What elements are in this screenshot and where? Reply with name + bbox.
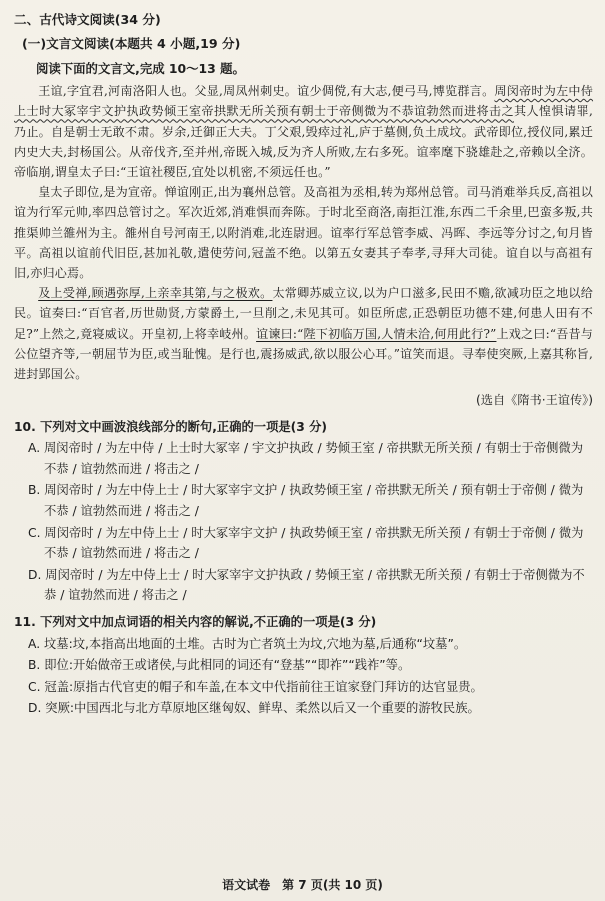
classical-passage (14, 81, 593, 384)
wavy-underlined-sentence: 周闵帝时为左中侍上士时大冢宰宇文护执政势倾王室帝拱默无所关预有朝士于帝侧微为不恭谊勃然而进将击之 (14, 84, 594, 119)
question-11-option-a[interactable]: A. 坟墓:坟,本指高出地面的土堆。古时为亡者筑土为坟,穴地为墓,后通称“坟墓”。 (28, 636, 467, 651)
underlined-sentence-1: 及上受禅,顾遇弥厚,上亲幸其第,与之极欢。 (38, 286, 273, 301)
question-11-option-d[interactable]: D. 突厥:中国西北与北方草原地区继匈奴、鲜卑、柔然以后又一个重要的游牧民族。 (28, 701, 480, 716)
question-10-option-c[interactable]: C. 周闵帝时 / 为左中侍上士 / 时大冢宰宇文护 / 执政势倾王室 / 帝拱默无所关预 / 有朝士于帝侧 / 微为不恭 / 谊勃然而进 / 将击之 / (28, 525, 584, 561)
question-11 (14, 612, 593, 719)
question-11-option-c[interactable]: C. 冠盖:原指古代官吏的帽子和车盖,在本文中代指前往王谊家登门拜访的达官显贵。 (28, 679, 483, 694)
subsection-title: (一)文言文阅读(本题共 4 小题,19 分) (22, 36, 241, 52)
passage-p3-end: 上戏之曰:“吾昔与公位望齐等,一朝屈节为臣,或当耻愧。是行也,震扬威武,欲以服公心耳。”谊笑而退。寻奉使突厥,上嘉其称旨,进封郢国公。 (14, 326, 593, 382)
page-footer: 语文试卷 第 7 页(共 10 页) (222, 877, 383, 892)
reading-instruction: 阅读下面的文言文,完成 10～13 题。 (36, 60, 245, 76)
passage-paragraph-3 (14, 283, 593, 384)
question-10-stem: 10. 下列对文中画波浪线部分的断句,正确的一项是(3 分) (14, 419, 328, 434)
question-11-stem: 11. 下列对文中加点词语的相关内容的解说,不正确的一项是(3 分) (14, 615, 377, 630)
passage-paragraph-1 (14, 81, 593, 182)
passage-source: (选自《隋书·王谊传》) (476, 393, 593, 408)
underlined-sentence-2: 谊谏曰:“陛下初临万国,人情未洽,何用此行?” (256, 326, 497, 341)
passage-p3-middle: 太常卿苏威立议,以为户口滋多,民田不赡,欲减功臣之地以给民。谊奏曰:“百官者,历世勋贤,方蒙爵土,一旦削之,未见其可。如臣所虑,正恐朝臣功德不建,何患人田有不足?”上然之,竟寝威议。开皇初,上将幸岐州。 (14, 286, 593, 341)
question-11-option-b[interactable]: B. 即位:开始做帝王或诸侯,与此相同的词还有“登基”“即祚”“践祚”等。 (28, 658, 411, 673)
passage-p1-rest: 其人惶惧请罪,乃止。自是朝士无敢不肃。岁余,迁御正大夫。丁父艰,毁瘁过礼,庐于墓侧,负土成坟。武帝即位,授仪同,累迁内史大夫,封杨国公。从帝伐齐,至并州,帝既入城,反为齐人所败,左右多死。谊率麾下骁雄赴之,帝赖以全济。帝临崩,谓皇太子曰:“王谊社稷臣,宜处以机密,不须远任也。” (14, 104, 593, 180)
passage-paragraph-2: 皇太子即位,是为宣帝。惮谊刚正,出为襄州总管。及高祖为丞相,转为郑州总管。司马消难举兵反,高祖以谊为行军元帅,率四总管讨之。军次近郊,消难惧而奔陈。于时北至商洛,南拒江淮,东西二千余里,巴蛮多叛,共推渠帅兰雒州为主。雒州自号河南王,以附消难,北连尉迥。谊率行军总管李威、冯晖、李远等分讨之,旬月皆平。高祖以谊前代旧臣,甚加礼敬,遣使劳问,冠盖不绝。以第五女妻其子奉孝,寻拜大司徒。谊自以与高祖有旧,亦归心焉。 (14, 185, 593, 281)
question-10-option-a[interactable]: A. 周闵帝时 / 为左中侍 / 上士时大冢宰 / 宇文护执政 / 势倾王室 / 帝拱默无所关预 / 有朝士于帝侧微为不恭 / 谊勃然而进 / 将击之 / (28, 441, 584, 476)
question-10 (14, 417, 593, 606)
question-10-option-d[interactable]: D. 周闵帝时 / 为左中侍上士 / 时大冢宰宇文护执政 / 势倾王室 / 帝拱默无所关预 / 有朝士于帝侧微为不恭 / 谊勃然而进 / 将击之 / (28, 567, 585, 603)
passage-p1-intro: 王谊,字宜君,河南洛阳人也。父显,周凤州刺史。谊少倜傥,有大志,便弓马,博览群言。 (38, 84, 495, 99)
section-title: 二、古代诗文阅读(34 分) (14, 12, 161, 27)
question-10-option-b[interactable]: B. 周闵帝时 / 为左中侍上士 / 时大冢宰宇文护 / 执政势倾王室 / 帝拱默无所关 / 预有朝士于帝侧 / 微为不恭 / 谊勃然而进 / 将击之 / (28, 483, 584, 519)
